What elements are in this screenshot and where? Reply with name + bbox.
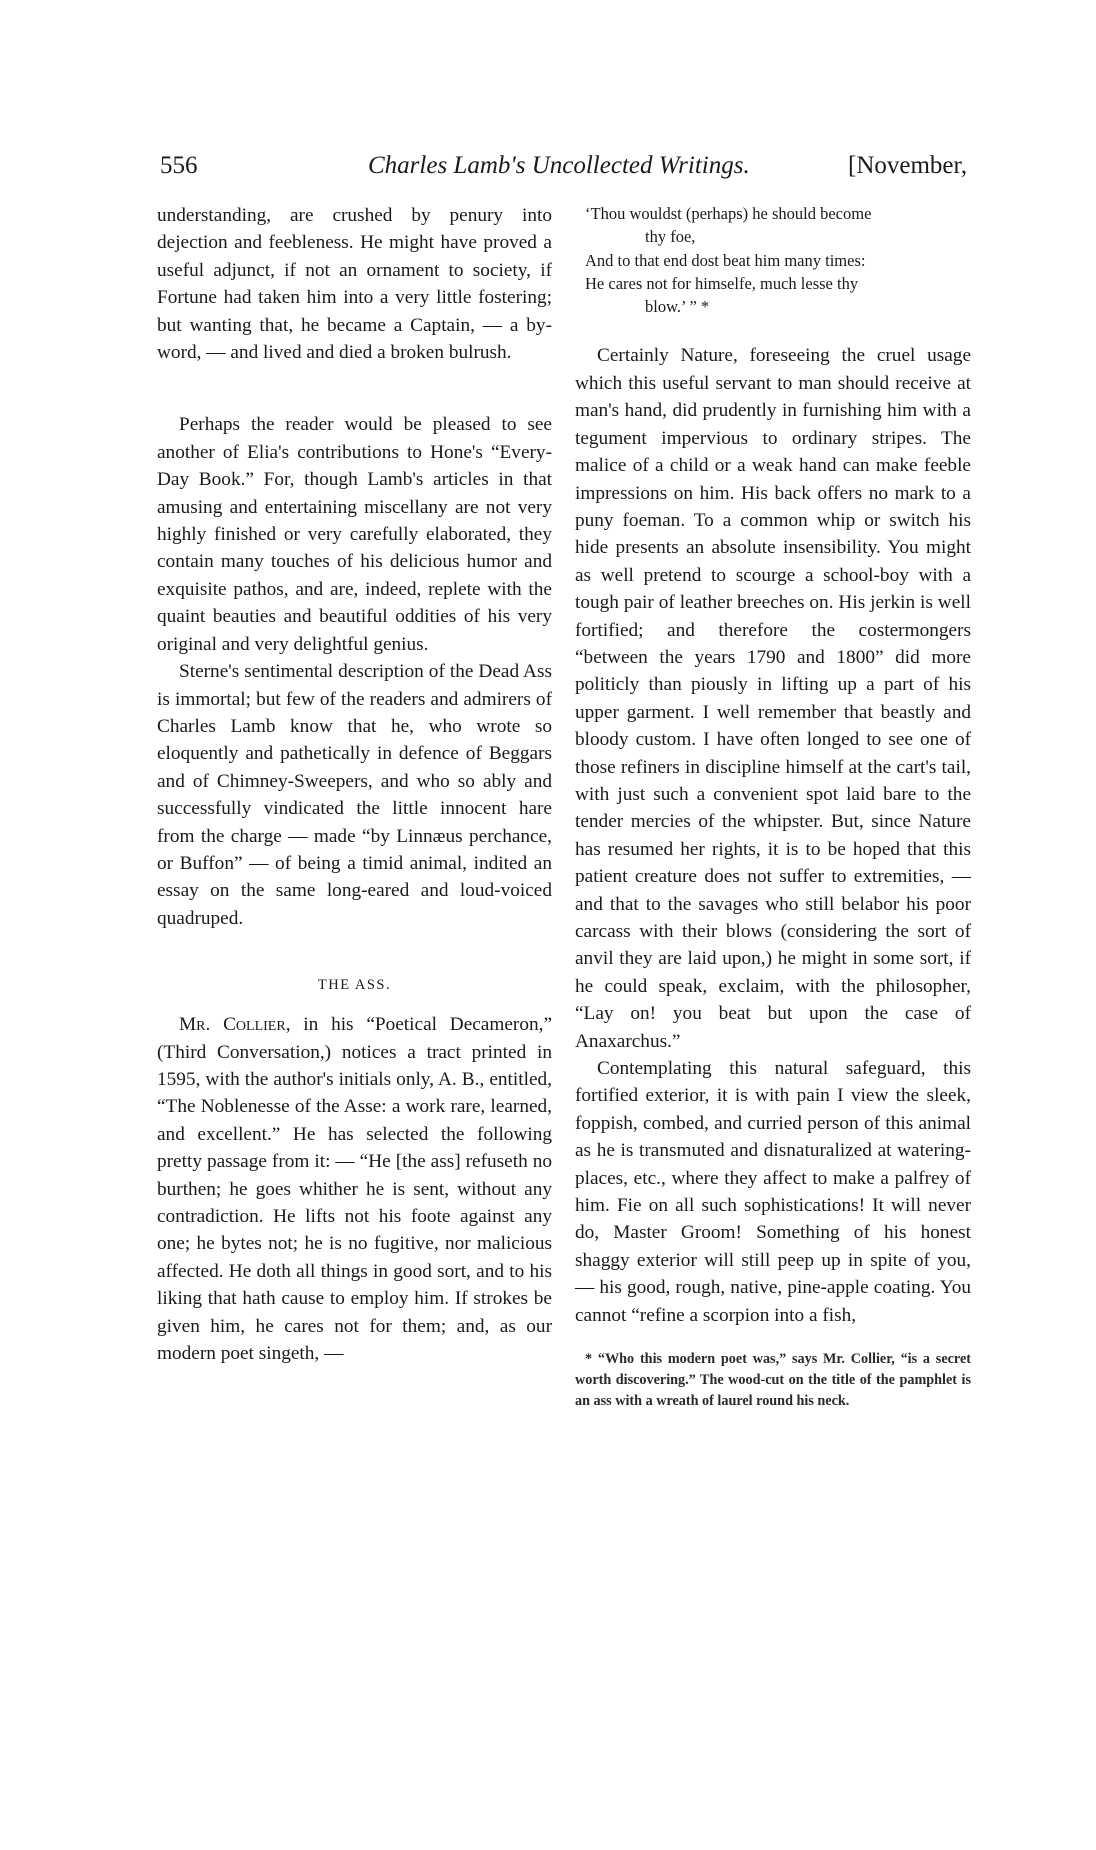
paragraph-text: in his “Poetical Decameron,” (Third Conversation,) notices a tract printed in 1595, with the author's initials only, A. B., entitled, “The Noblenesse of the Asse: a work rare, learned, and excellent.” He has selected the following pretty passage from it: — “He [the ass] refuseth no burthen; he goes whither he is sent, without any contradiction. He lifts not his foote against any one; he bytes not; he is no fugitive, nor malicious affected. He doth all things in good sort, and to his liking that hath cause to employ him. If strokes be given him, he cares not for them; and, as our modern poet singeth, —: [157, 1014, 552, 1365]
paragraph: Contemplating this natural safeguard, this fortified exterior, it is with pain I view the sleek, foppish, combed, and curried person of this animal as he is transmuted and disnaturalized at watering-places, etc., where they affect to make a palfrey of him. Fie on all such sophistications! It will never do, Master Groom! Something of his honest shaggy exterior will still peep up in spite of you, — his good, rough, native, pine-apple coating. You cannot “refine a scorpion into a fish,: [575, 1058, 971, 1326]
right-column: [575, 202, 971, 1411]
paragraph: Perhaps the reader would be pleased to see another of Elia's contributions to Hone's “Every-Day Book.” For, though Lamb's articles in that amusing and entertaining miscellany are not very highly finished or very carefully elaborated, they contain many touches of his delicious humor and exquisite pathos, and are, indeed, replete with the quaint beauties and beautiful oddities of his very original and very delightful genius.: [157, 414, 552, 655]
footnote-text: * “Who this modern poet was,” says Mr. Collier, “is a secret worth discovering.” The wood-cut on the title of the pamphlet is an ass with a wreath of laurel round his neck.: [575, 1351, 971, 1409]
verse-quote: [575, 202, 971, 318]
left-column: [157, 202, 552, 1367]
footnote: [575, 1349, 971, 1411]
section-gap: [157, 366, 552, 411]
paragraph: Certainly Nature, foreseeing the cruel usage which this useful servant to man should receive at man's hand, did prudently in furnishing him with a tegument impervious to ordinary stripes. The malice of a child or a weak hand can make feeble impressions on him. His back offers no mark to a puny foeman. To a common whip or switch his hide presents an absolute insensibility. You might as well pretend to scourge a school-boy with a tough pair of leather breeches on. His jerkin is well fortified; and therefore the costermongers “between the years 1790 and 1800” did more politicly than piously in lifting up a part of his upper garment. I well remember that beastly and bloody custom. I have often longed to see one of those refiners in discipline himself at the cart's tail, with just such a convenient spot laid bare to the tender mercies of the whipster. But, since Nature has resumed her rights, it is to be hoped that this patient creature does not suffer to extremities, — and that to the savages who still belabor his poor carcass with their blows (considering the sort of anvil they are laid upon,) he might in some sort, if he could speak, exclaim, with the philosopher, “Lay on! you beat but upon the case of Anaxarchus.”: [575, 345, 971, 1052]
running-title: Charles Lamb's Uncollected Writings.: [368, 152, 750, 179]
section-heading: THE ASS.: [317, 977, 392, 994]
verse-line: blow.’ ” *: [645, 297, 710, 317]
author-name: Mr. Collier,: [179, 1014, 291, 1036]
verse-line: ‘Thou wouldst (perhaps) he should become: [585, 204, 872, 223]
header-month: [November,: [848, 152, 968, 179]
paragraph: understanding, are crushed by penury into dejection and feebleness. He might have proved a useful adjunct, if not an ornament to society, if Fortune had taken him into a very little fostering; but wanting that, he became a Captain, — a by-word, — and lived and died a broken bulrush.: [157, 205, 552, 364]
verse-line: And to that end dost beat him many times:: [585, 250, 866, 270]
verse-line: thy foe,: [645, 227, 696, 247]
verse-line: He cares not for himselfe, much lesse thy: [585, 273, 859, 293]
paragraph: Sterne's sentimental description of the Dead Ass is immortal; but few of the readers and admirers of Charles Lamb know that he, who wrote so eloquently and pathetically in defence of Beggars and of Chimney-Sweepers, and who so ably and successfully vindicated the little innocent hare from the charge — made “by Linnæus perchance, or Buffon” — of being a timid animal, indited an essay on the same long-eared and loud-voiced quadruped.: [157, 661, 552, 929]
page-number: 556: [160, 152, 198, 179]
page-header: [0, 152, 1096, 192]
paragraph: [157, 1011, 552, 1367]
